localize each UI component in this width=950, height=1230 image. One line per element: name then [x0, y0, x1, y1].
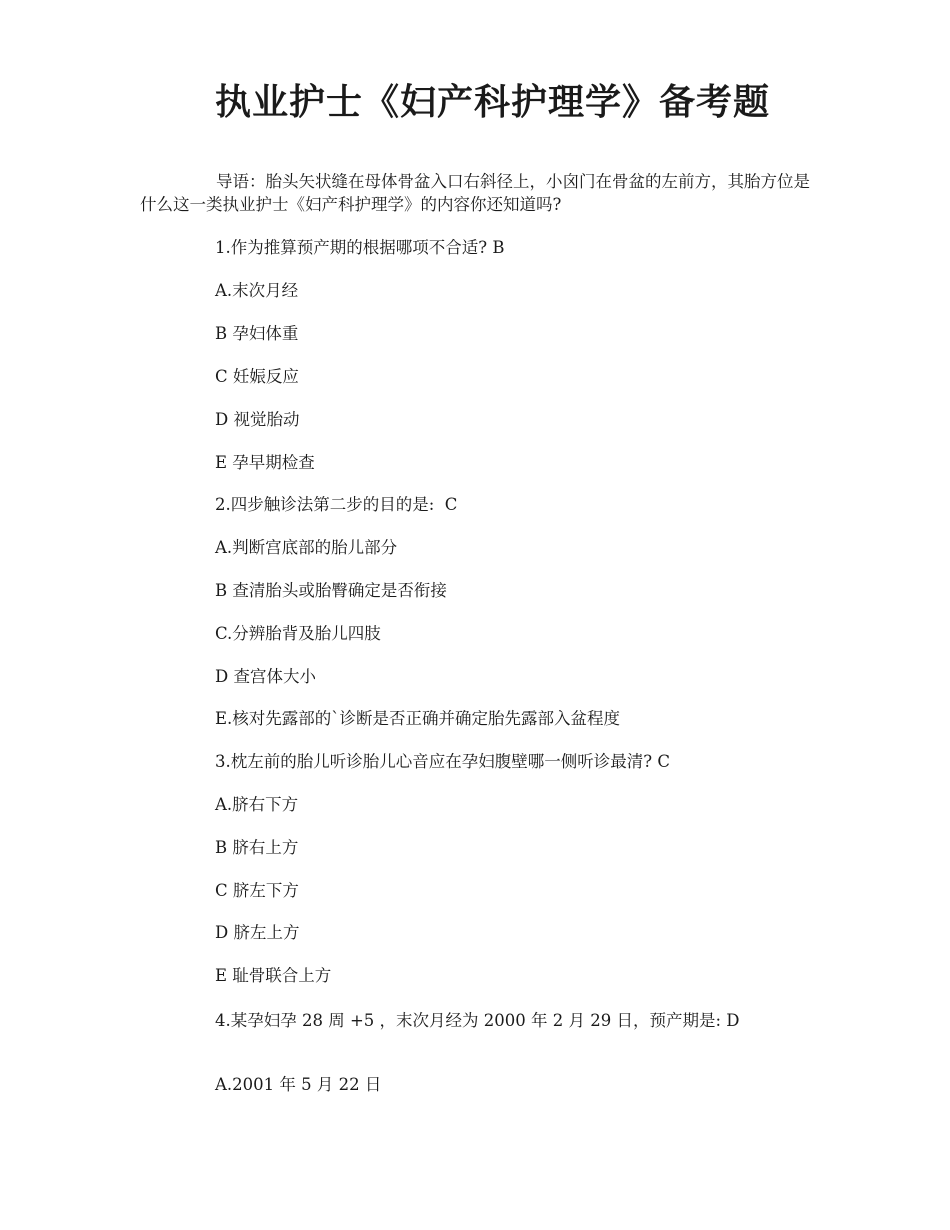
- question-stem: 3.枕左前的胎儿听诊胎儿心音应在孕妇腹壁哪一侧听诊最清? C: [215, 752, 670, 771]
- answer-option: B 脐右上方: [215, 838, 299, 857]
- answer-option: C 妊娠反应: [215, 367, 299, 386]
- question-stem: 4.某孕妇孕 28 周 +5 ，末次月经为 2000 年 2 月 29 日，预产期是: D: [215, 1011, 740, 1030]
- answer-option: C 脐左下方: [215, 881, 299, 900]
- answer-option: A.判断宫底部的胎儿部分: [215, 538, 398, 557]
- answer-option: B 查清胎头或胎臀确定是否衔接: [215, 581, 447, 600]
- question-stem: 2.四步触诊法第二步的目的是: C: [215, 495, 458, 514]
- answer-option: D 视觉胎动: [215, 410, 300, 429]
- answer-option: A.末次月经: [215, 281, 299, 300]
- answer-option: D 脐左上方: [215, 923, 300, 942]
- answer-option: E.核对先露部的`诊断是否正确并确定胎先露部入盆程度: [215, 709, 621, 728]
- answer-option: A.2001 年 5 月 22 日: [215, 1075, 382, 1094]
- answer-option: E 孕早期检查: [215, 453, 315, 472]
- intro-paragraph: 导语：胎头矢状缝在母体骨盆入口右斜径上，小囟门在骨盆的左前方，其胎方位是什么这一类执业护士《妇产科护理学》的内容你还知道吗?: [140, 172, 810, 214]
- document-title: 执业护士《妇产科护理学》备考题: [214, 82, 770, 123]
- answer-option: C.分辨胎背及胎儿四肢: [215, 624, 381, 643]
- answer-option: B 孕妇体重: [215, 324, 299, 343]
- question-stem: 1.作为推算预产期的根据哪项不合适? B: [215, 238, 505, 257]
- answer-option: A.脐右下方: [215, 795, 299, 814]
- answer-option: E 耻骨联合上方: [215, 966, 332, 985]
- answer-option: D 查宫体大小: [215, 667, 316, 686]
